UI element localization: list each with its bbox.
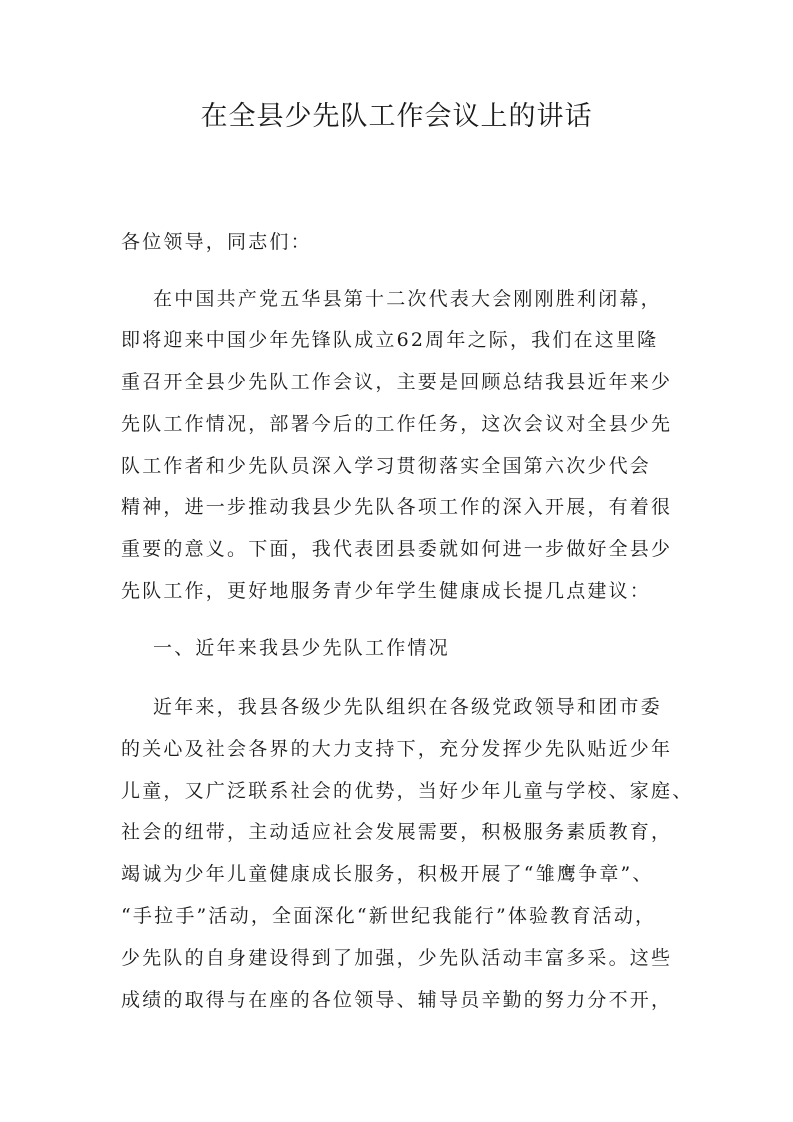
paragraph-line: 重召开全县少先队工作会议，主要是回顾总结我县近年来少 — [121, 371, 673, 393]
paragraph-line: 重要的意义。下面，我代表团县委就如何进一步做好全县少 — [121, 538, 673, 560]
salutation: 各位领导，同志们： — [121, 231, 312, 253]
paragraph-line: “手拉手”活动，全面深化“新世纪我能行”体验教育活动， — [121, 905, 657, 927]
paragraph-line: 成绩的取得与在座的各位领导、辅导员辛勤的努力分不开， — [121, 989, 673, 1011]
paragraph-line: 即将迎来中国少年先锋队成立62周年之际，我们在这里隆 — [121, 329, 659, 351]
paragraph-line: 先队工作，更好地服务青少年学生健康成长提几点建议： — [121, 580, 652, 602]
paragraph-line: 在中国共产党五华县第十二次代表大会刚刚胜利闭幕， — [153, 288, 662, 310]
document-title: 在全县少先队工作会议上的讲话 — [200, 101, 593, 132]
paragraph-line: 队工作者和少先队员深入学习贯彻落实全国第六次少代会 — [121, 455, 652, 477]
section-heading: 一、近年来我县少先队工作情况 — [153, 637, 450, 659]
paragraph-line: 少先队的自身建设得到了加强，少先队活动丰富多采。这些 — [121, 947, 673, 969]
paragraph-line: 社会的纽带，主动适应社会发展需要，积极服务素质教育， — [121, 821, 673, 843]
paragraph-line: 近年来，我县各级少先队组织在各级党政领导和团市委 — [153, 696, 662, 718]
paragraph-line: 的关心及社会各界的大力支持下，充分发挥少先队贴近少年 — [121, 738, 673, 760]
paragraph-line: 精神，进一步推动我县少先队各项工作的深入开展，有着很 — [121, 496, 673, 518]
paragraph-line: 先队工作情况，部署今后的工作任务，这次会议对全县少先 — [121, 413, 673, 435]
paragraph-line: 儿童，又广泛联系社会的优势，当好少年儿童与学校、家庭、 — [121, 780, 694, 802]
paragraph-line: 竭诚为少年儿童健康成长服务，积极开展了“雏鹰争章”、 — [121, 863, 654, 885]
